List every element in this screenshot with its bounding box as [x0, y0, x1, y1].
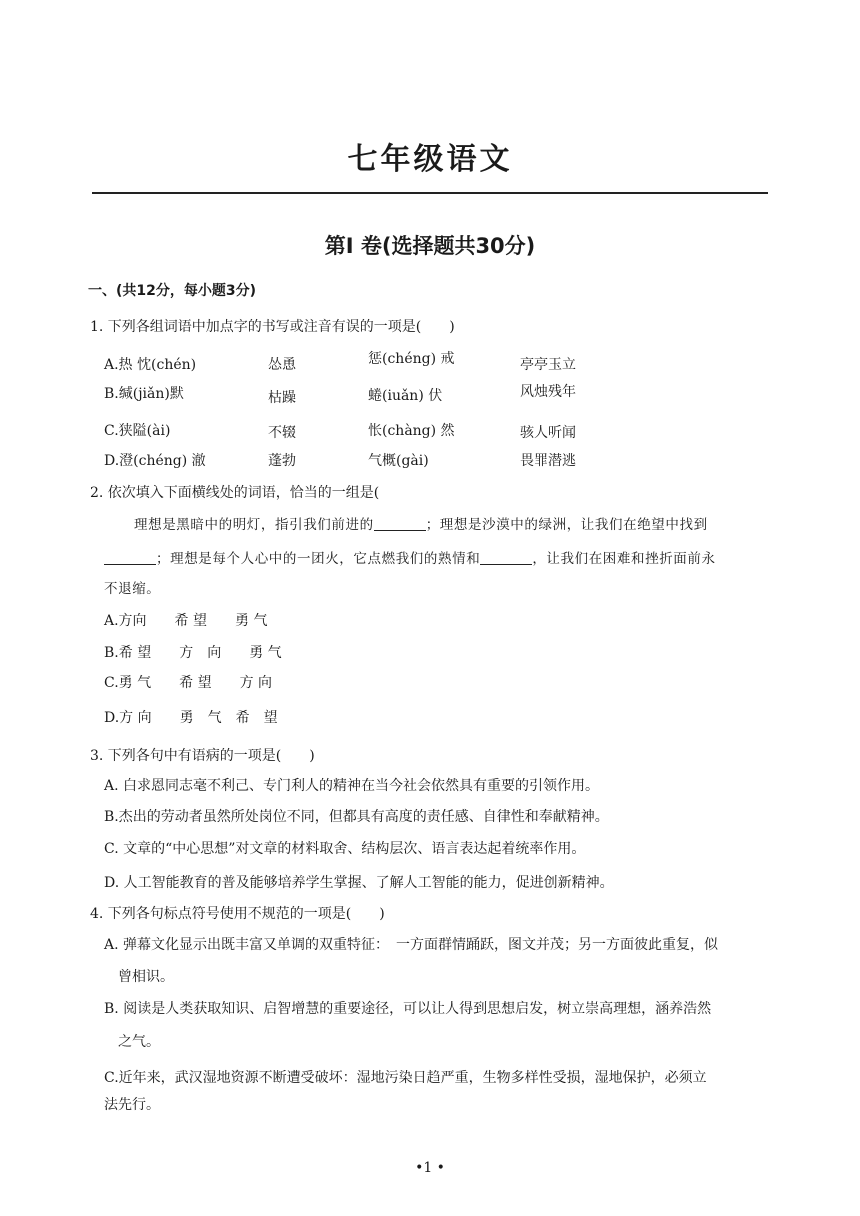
q1-row-a-col1: A.热 忱(chén) [104, 357, 197, 373]
q1-row-d-col4: 畏罪潜逃 [520, 453, 576, 469]
q4-option-a-line-1: A. 弹幕文化显示出既丰富又单调的双重特征： 一方面群情踊跃，图文并茂；另一方面彼此重复，似 [104, 937, 719, 953]
question-1-stem: 1. 下列各组词语中加点字的书写或注音有误的一项是( ) [90, 319, 455, 335]
fill-blank-3 [480, 550, 532, 565]
q2-passage-text: ；理想是每个人心中的一团火，它点燃我们的熟情和 [156, 551, 481, 567]
q1-row-b-col4: 风烛残年 [520, 384, 576, 400]
q3-option-a: A. 白求恩同志毫不利己、专门利人的精神在当今社会依然具有重要的引领作用。 [104, 778, 600, 794]
page-number: •1 • [415, 1160, 445, 1176]
q1-row-a-col2: 怂恿 [268, 357, 296, 373]
page-title: 七年级语文 [347, 142, 513, 177]
section-subtitle: 第I 卷(选择题共30分) [324, 234, 536, 258]
q4-option-a-line-2: 曾相识。 [118, 969, 174, 985]
title-divider [92, 192, 768, 194]
q4-option-c-line-2: 法先行。 [104, 1097, 160, 1113]
q3-option-b: B.杰出的劳动者虽然所处岗位不同，但都具有高度的责任感、自律性和奉献精神。 [104, 809, 609, 825]
section-heading: 一、(共12分，每小题3分) [88, 283, 257, 299]
q1-row-a-col3: 惩(chéng) 戒 [368, 351, 455, 367]
q1-row-b-col3: 蜷(iuǎn) 伏 [368, 388, 443, 404]
q2-passage-line-3: 不退缩。 [104, 581, 161, 597]
q1-row-c-col2: 不辍 [268, 425, 296, 441]
q2-option-d: D.方 向 勇 气 希 望 [104, 710, 278, 726]
q1-row-c-col3: 怅(chàng) 然 [368, 423, 455, 439]
q1-row-b-col2: 枯躁 [268, 390, 296, 406]
q2-option-a: A.方向 希 望 勇 气 [104, 613, 268, 629]
q2-passage-text: ，让我们在困难和挫折面前永 [532, 551, 716, 567]
question-2-stem: 2. 依次填入下面横线处的词语，恰当的一组是( [90, 485, 380, 501]
q4-option-b-line-2: 之气。 [118, 1034, 160, 1050]
q1-row-a-col4: 亭亭玉立 [520, 357, 576, 373]
q1-row-d-col1: D.澄(chéng) 澈 [104, 453, 206, 469]
question-4-stem: 4. 下列各句标点符号使用不规范的一项是( ) [90, 906, 385, 922]
fill-blank-2 [104, 550, 156, 565]
q1-row-d-col2: 蓬勃 [268, 453, 296, 469]
q1-row-c-col1: C.狭隘(ài) [104, 423, 171, 439]
question-3-stem: 3. 下列各句中有语病的一项是( ) [90, 748, 315, 764]
q1-row-b-col1: B.缄(jiǎn)默 [104, 386, 184, 402]
q4-option-b-line-1: B. 阅读是人类获取知识、启智增慧的重要途径，可以让人得到思想启发，树立崇高理想，涵养浩然 [104, 1001, 712, 1017]
q2-passage-text: ；理想是沙漠中的绿洲，让我们在绝望中找到 [425, 517, 708, 533]
q3-option-d: D. 人工智能教育的普及能够培养学生掌握、了解人工智能的能力，促进创新精神。 [104, 875, 614, 891]
q4-option-c-line-1: C.近年来，武汉湿地资源不断遭受破坏：湿地污染日趋严重，生物多样性受损，湿地保护，必须立 [104, 1070, 707, 1086]
q2-option-b: B.希 望 方 向 勇 气 [104, 645, 282, 661]
q3-option-c: C. 文章的“中心思想”对文章的材料取舍、结构层次、语言表达起着统率作用。 [104, 841, 586, 857]
q2-passage-text: 理想是黑暗中的明灯，指引我们前进的 [134, 517, 374, 533]
q2-passage-line-1 [134, 513, 708, 533]
q1-row-d-col3: 气概(gài) [368, 453, 429, 469]
q1-row-c-col4: 骇人听闻 [520, 425, 576, 441]
fill-blank-1 [374, 516, 426, 531]
q2-option-c: C.勇 气 希 望 方 向 [104, 675, 273, 691]
q2-passage-line-2 [104, 547, 716, 567]
